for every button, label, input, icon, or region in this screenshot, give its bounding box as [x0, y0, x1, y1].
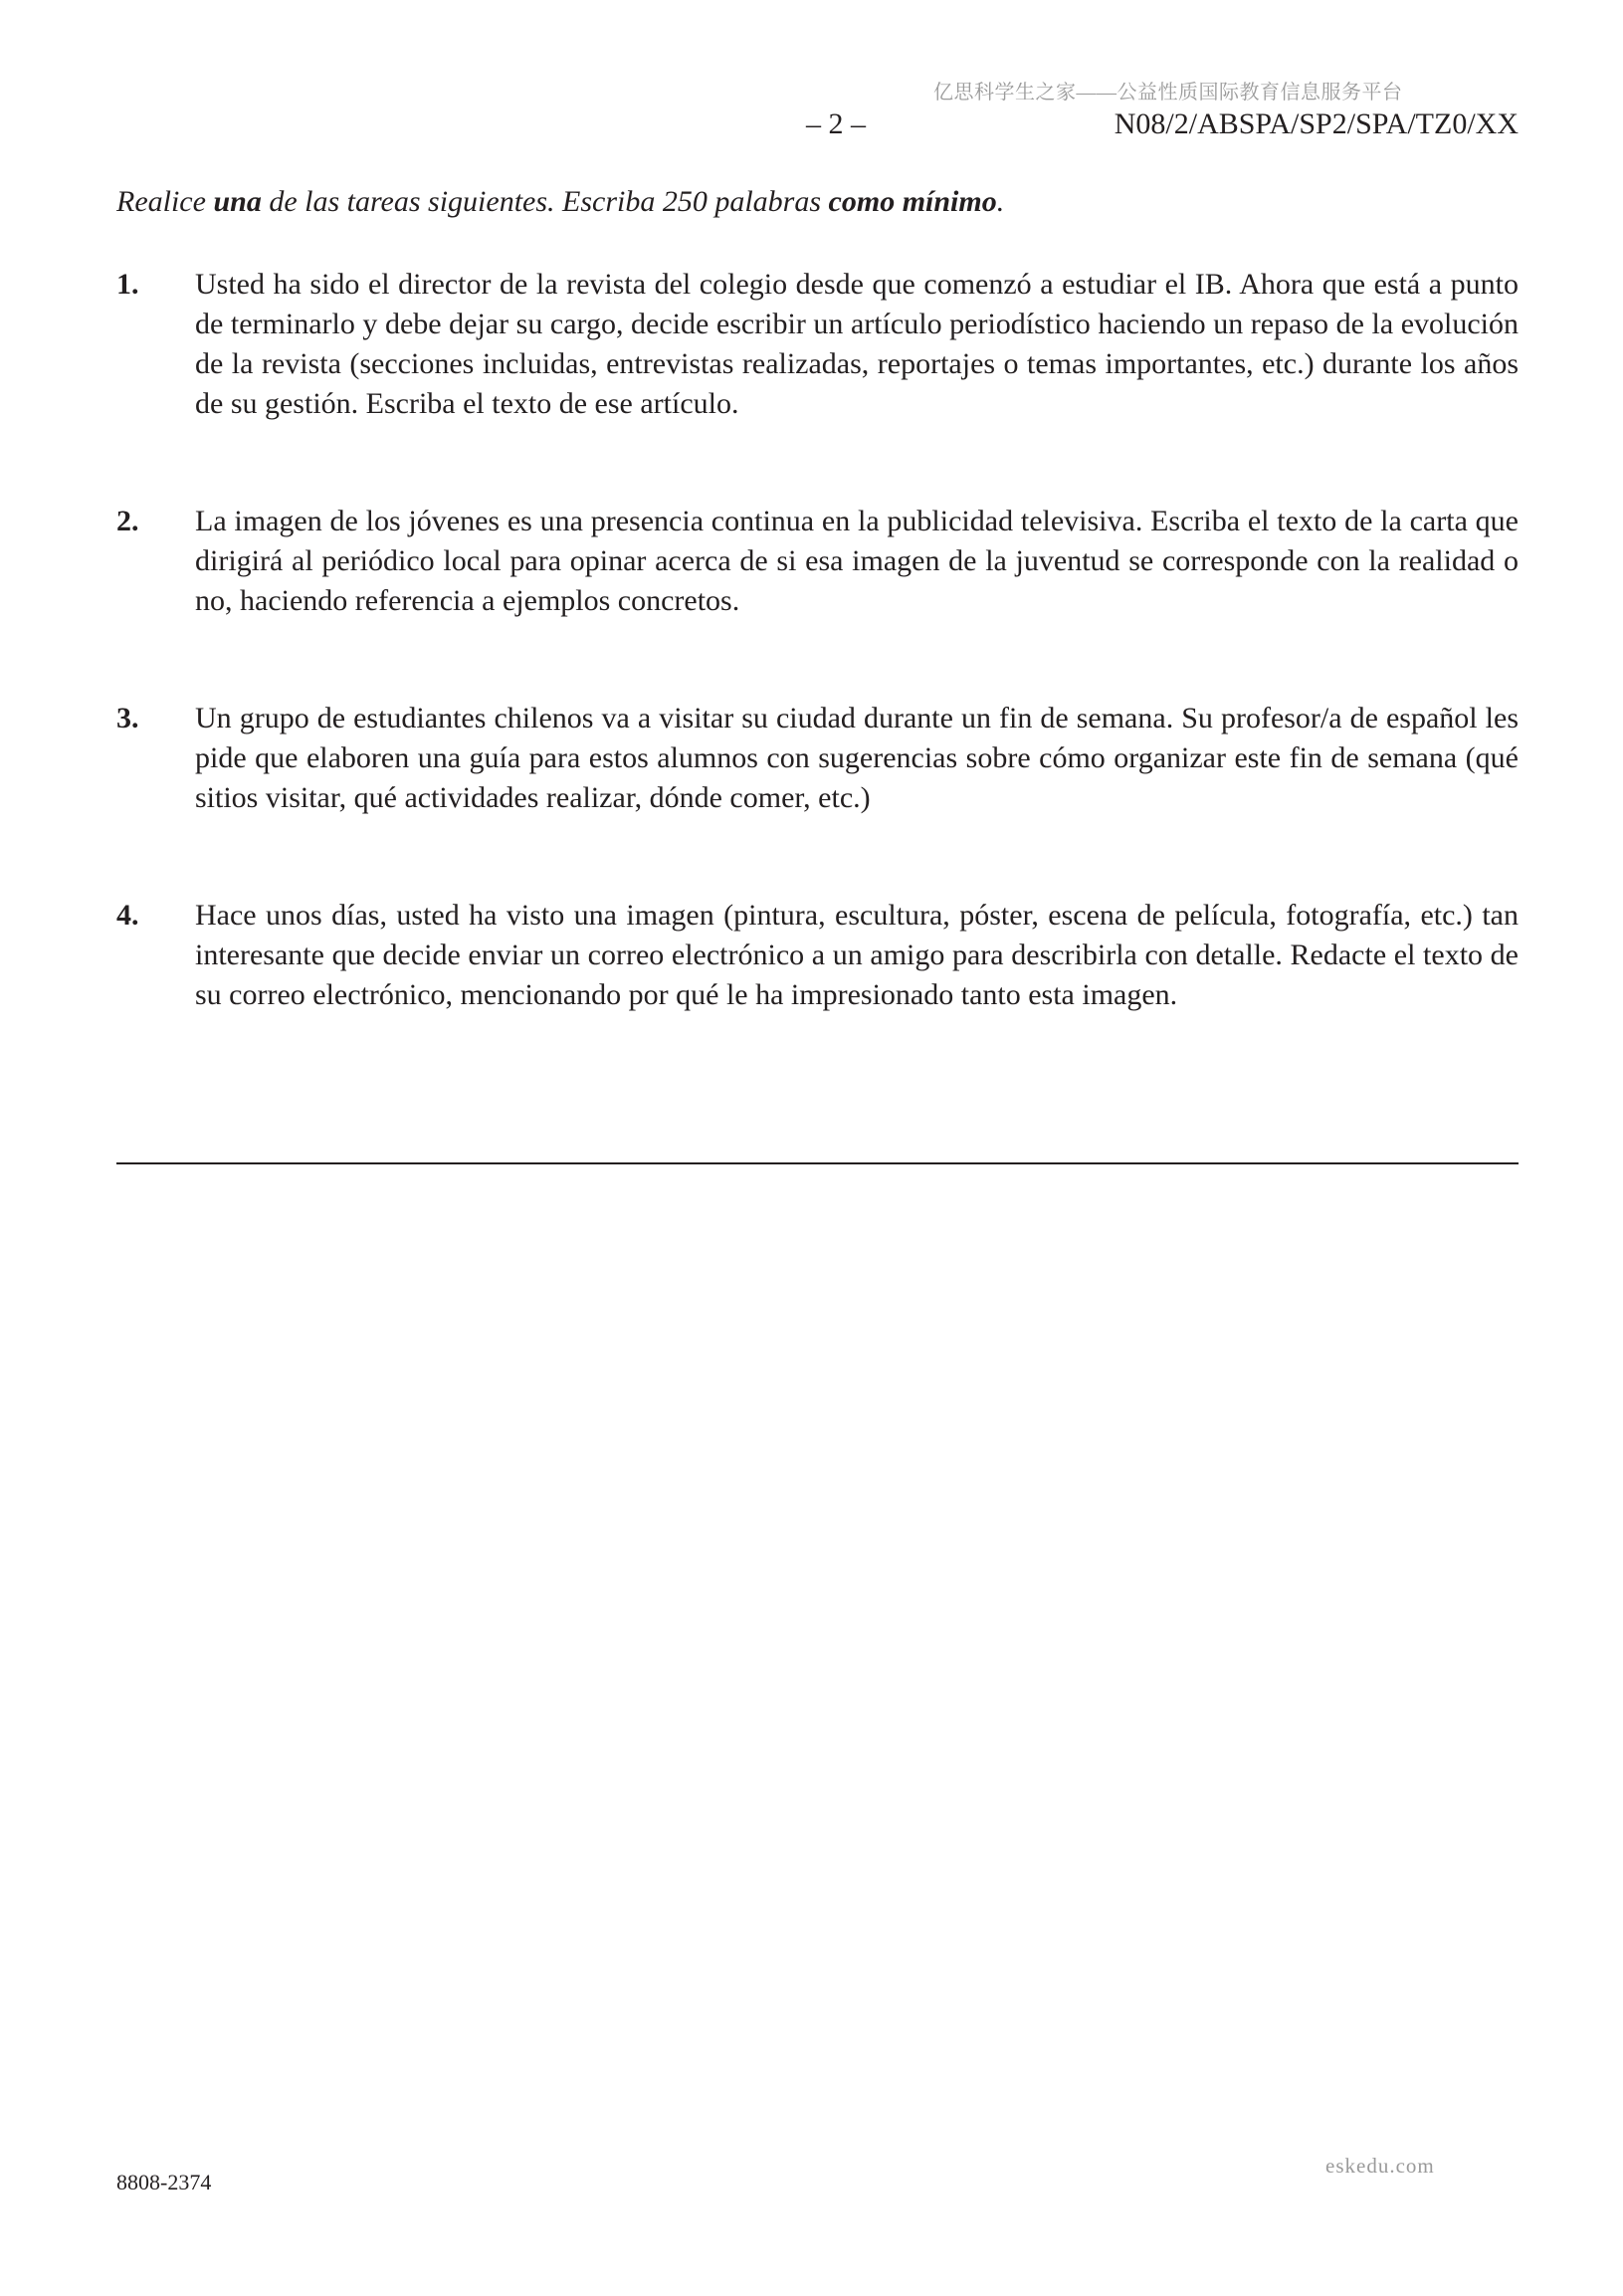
question-item	[116, 896, 1519, 1015]
instructions	[116, 185, 1004, 219]
page-number: – 2 –	[806, 107, 866, 140]
question-number: 1.	[116, 268, 139, 301]
question-text: Hace unos días, usted ha visto una imagen (pintura, escultura, póster, escena de película, fotografía, etc.) tan interesante que decide enviar un correo electrónico a un amigo para describirla con detalle. Redacte el texto de su correo electrónico, mencionando por qué le ha impresionado tanto esta imagen.	[195, 899, 1519, 1011]
question-number: 3.	[116, 702, 139, 734]
question-text: Un grupo de estudiantes chilenos va a visitar su ciudad durante un fin de semana. Su profesor/a de español les pide que elaboren una guía para estos alumnos con sugerencias sobre cómo organizar este fin de semana (qué sitios visitar, qué actividades realizar, dónde comer, etc.)	[195, 702, 1519, 814]
instructions-text-2: de las tareas siguientes. Escriba 250 palabras	[261, 185, 829, 218]
question-text: Usted ha sido el director de la revista del colegio desde que comenzó a estudiar el IB. Ahora que está a punto de terminarlo y debe dejar su cargo, decide escribir un artículo periodístico haciendo un repaso de la evolución de la revista (secciones incluidas, entrevistas realizadas, reportajes o temas importantes, etc.) durante los años de su gestión. Escriba el texto de ese artículo.	[195, 268, 1519, 420]
question-item	[116, 699, 1519, 818]
footer-watermark: eskedu.com	[1325, 2154, 1435, 2178]
section-divider	[116, 1162, 1519, 1164]
instructions-emphasis-minimo: como mínimo	[828, 185, 997, 218]
question-item	[116, 502, 1519, 621]
instructions-text-1: Realice	[116, 185, 214, 218]
header-watermark: 亿思科学生之家——公益性质国际教育信息服务平台	[933, 82, 1403, 104]
instructions-text-3: .	[996, 185, 1005, 218]
question-item	[116, 265, 1519, 424]
question-number: 4.	[116, 899, 139, 932]
question-text: La imagen de los jóvenes es una presencia continua en la publicidad televisiva. Escriba el texto de la carta que dirigirá al periódico local para opinar acerca de si esa imagen de la juventud se corresponde con la realidad o no, haciendo referencia a ejemplos concretos.	[195, 505, 1519, 617]
instructions-emphasis-una: una	[213, 185, 262, 218]
paper-code: N08/2/ABSPA/SP2/SPA/TZ0/XX	[1114, 107, 1519, 140]
footer-code: 8808-2374	[116, 2170, 212, 2194]
question-number: 2.	[116, 505, 139, 537]
